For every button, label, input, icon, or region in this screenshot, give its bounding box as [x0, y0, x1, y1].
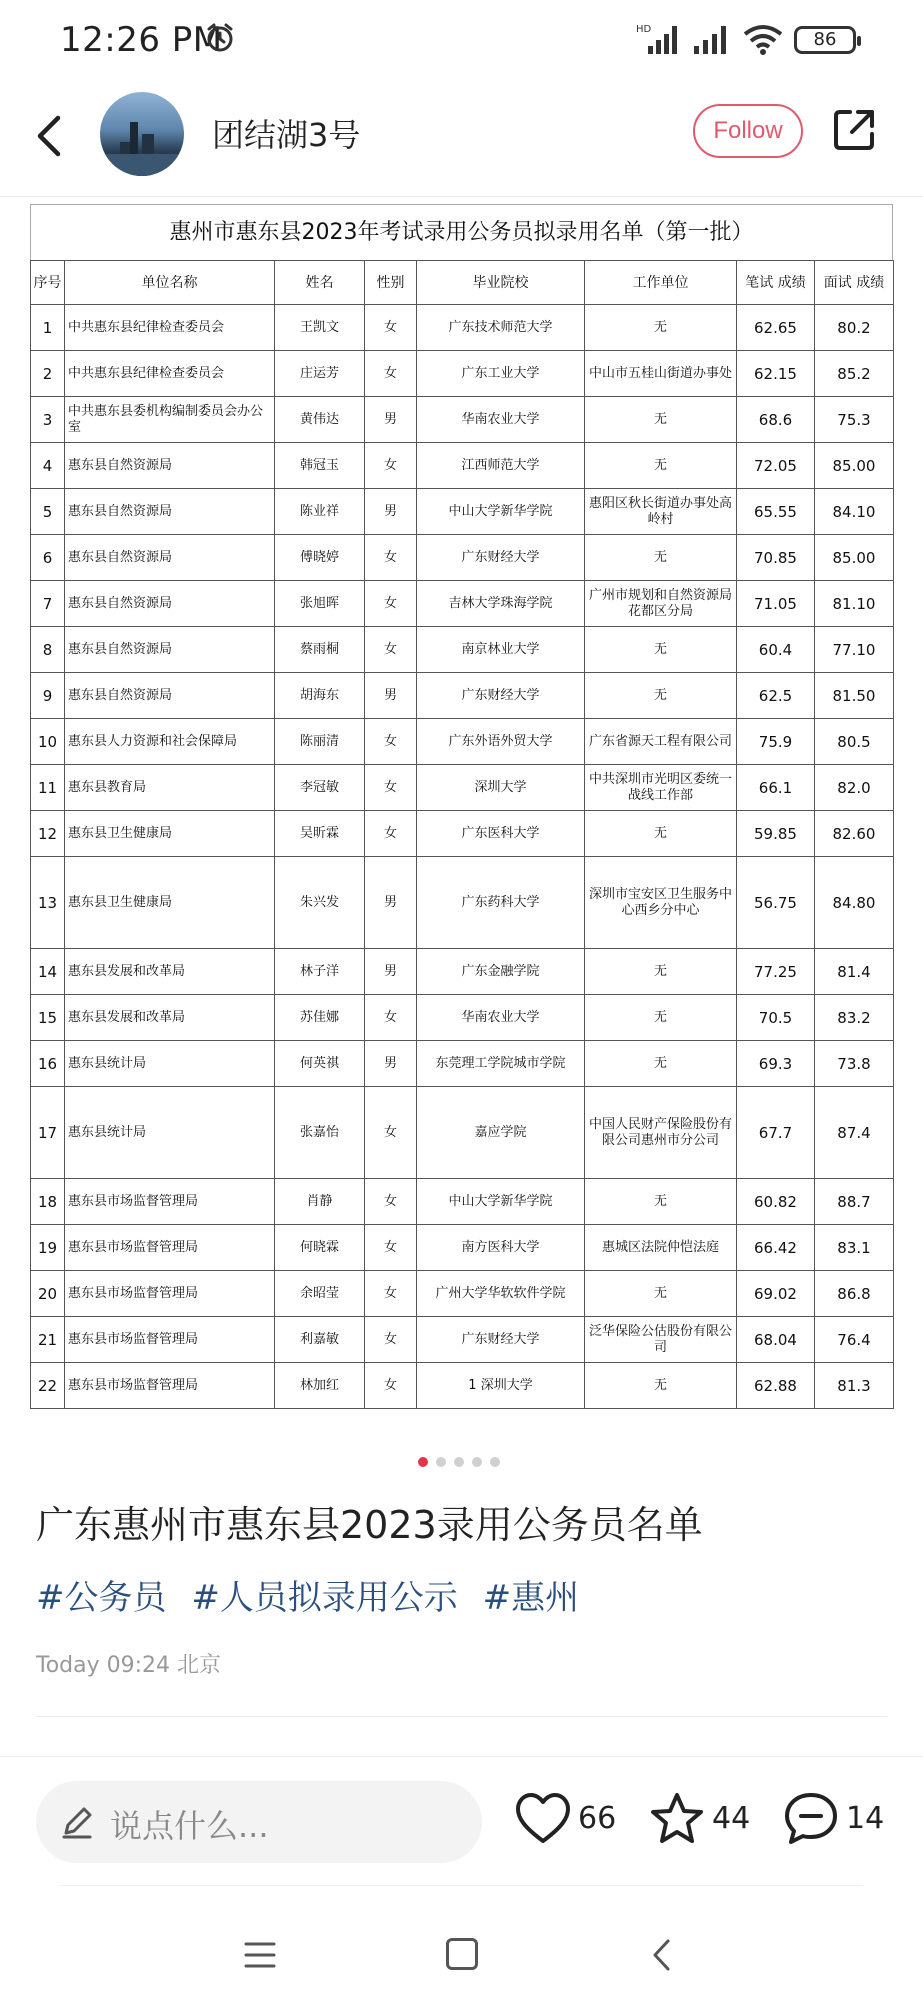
table-cell: 无 [585, 397, 737, 443]
network-type: HD [636, 24, 652, 35]
column-header: 序号 [31, 261, 65, 305]
table-cell: 江西师范大学 [417, 443, 585, 489]
table-cell: 67.7 [737, 1087, 815, 1179]
divider [36, 1716, 887, 1717]
table-cell: 胡海东 [275, 673, 365, 719]
table-cell: 65.55 [737, 489, 815, 535]
table-cell: 中国人民财产保险股份有限公司惠州市分公司 [585, 1087, 737, 1179]
table-row [31, 673, 894, 719]
table-cell: 无 [585, 305, 737, 351]
table-cell: 1 深圳大学 [417, 1363, 585, 1409]
comment-input[interactable] [36, 1781, 482, 1863]
table-cell: 无 [585, 995, 737, 1041]
wifi-icon [742, 22, 784, 56]
tag-link[interactable]: #公务员 [36, 1578, 167, 1618]
table-cell: 22 [31, 1363, 65, 1409]
table-cell: 惠东县市场监督管理局 [65, 1179, 275, 1225]
table-cell: 59.85 [737, 811, 815, 857]
table-cell: 81.10 [815, 581, 894, 627]
post-meta: Today 09:24 北京 [36, 1653, 222, 1678]
table-cell: 男 [365, 489, 417, 535]
table-cell: 7 [31, 581, 65, 627]
table-cell: 60.82 [737, 1179, 815, 1225]
table-cell: 惠东县自然资源局 [65, 627, 275, 673]
table-cell: 84.80 [815, 857, 894, 949]
table-cell: 惠城区法院仲恺法庭 [585, 1225, 737, 1271]
table-cell: 70.5 [737, 995, 815, 1041]
table-cell: 女 [365, 719, 417, 765]
table-cell: 余昭莹 [275, 1271, 365, 1317]
table-cell: 惠东县发展和改革局 [65, 995, 275, 1041]
table-cell: 68.04 [737, 1317, 815, 1363]
pen-icon [58, 1803, 96, 1841]
table-cell: 82.0 [815, 765, 894, 811]
tag-link[interactable]: #惠州 [482, 1578, 580, 1618]
table-cell: 62.88 [737, 1363, 815, 1409]
column-header: 姓名 [275, 261, 365, 305]
table-cell: 广东财经大学 [417, 673, 585, 719]
table-cell: 泛华保险公估股份有限公司 [585, 1317, 737, 1363]
system-nav-bar [0, 1900, 923, 2000]
table-cell: 男 [365, 949, 417, 995]
table-cell: 女 [365, 1363, 417, 1409]
table-cell: 8 [31, 627, 65, 673]
table-cell: 73.8 [815, 1041, 894, 1087]
table-cell: 惠东县市场监督管理局 [65, 1225, 275, 1271]
table-row [31, 397, 894, 443]
table-cell: 77.10 [815, 627, 894, 673]
table-cell: 70.85 [737, 535, 815, 581]
table-cell: 女 [365, 443, 417, 489]
table-cell: 无 [585, 1271, 737, 1317]
table-cell: 无 [585, 1041, 737, 1087]
table-cell: 85.00 [815, 535, 894, 581]
back-icon[interactable] [28, 106, 72, 166]
recruitment-table [30, 260, 894, 1409]
comment-button[interactable] [782, 1791, 885, 1851]
table-cell: 林加红 [275, 1363, 365, 1409]
table-cell: 86.8 [815, 1271, 894, 1317]
pager-dot [490, 1457, 500, 1467]
menu-icon[interactable] [244, 1940, 276, 1970]
table-cell: 东莞理工学院城市学院 [417, 1041, 585, 1087]
pager-dot [418, 1457, 428, 1467]
table-cell: 女 [365, 995, 417, 1041]
table-cell: 56.75 [737, 857, 815, 949]
avatar[interactable] [100, 92, 184, 176]
table-cell: 陈业祥 [275, 489, 365, 535]
table-cell: 5 [31, 489, 65, 535]
table-row [31, 1317, 894, 1363]
table-cell: 李冠敏 [275, 765, 365, 811]
table-row [31, 443, 894, 489]
table-cell: 惠东县自然资源局 [65, 443, 275, 489]
table-cell: 惠东县自然资源局 [65, 581, 275, 627]
table-cell: 陈丽清 [275, 719, 365, 765]
table-row [31, 535, 894, 581]
table-cell: 无 [585, 627, 737, 673]
table-cell: 广州市规划和自然资源局花都区分局 [585, 581, 737, 627]
table-cell: 女 [365, 811, 417, 857]
tag-list [36, 1570, 593, 1619]
post-title: 广东惠州市惠东县2023录用公务员名单 [36, 1503, 703, 1547]
table-cell: 2 [31, 351, 65, 397]
table-cell: 62.5 [737, 673, 815, 719]
table-cell: 利嘉敏 [275, 1317, 365, 1363]
table-cell: 深圳市宝安区卫生服务中心西乡分中心 [585, 857, 737, 949]
divider [0, 196, 923, 197]
table-cell: 深圳大学 [417, 765, 585, 811]
table-row [31, 1225, 894, 1271]
table-row [31, 857, 894, 949]
table-cell: 惠东县市场监督管理局 [65, 1271, 275, 1317]
comment-count: 14 [846, 1801, 885, 1836]
table-cell: 中共惠东县纪律检查委员会 [65, 305, 275, 351]
table-cell: 女 [365, 1225, 417, 1271]
comment-icon [782, 1791, 840, 1847]
table-cell: 81.3 [815, 1363, 894, 1409]
table-cell: 69.02 [737, 1271, 815, 1317]
table-cell: 张旭晖 [275, 581, 365, 627]
table-cell: 黄伟达 [275, 397, 365, 443]
table-cell: 广东财经大学 [417, 1317, 585, 1363]
table-row [31, 1271, 894, 1317]
table-cell: 中共深圳市光明区委统一战线工作部 [585, 765, 737, 811]
divider [60, 1885, 863, 1886]
table-row [31, 1363, 894, 1409]
column-header: 单位名称 [65, 261, 275, 305]
table-cell: 华南农业大学 [417, 995, 585, 1041]
table-cell: 广东工业大学 [417, 351, 585, 397]
table-cell: 广东财经大学 [417, 535, 585, 581]
table-cell: 男 [365, 673, 417, 719]
table-cell: 何晓霖 [275, 1225, 365, 1271]
table-cell: 惠东县市场监督管理局 [65, 1317, 275, 1363]
table-cell: 广东金融学院 [417, 949, 585, 995]
author-name[interactable]: 团结湖3号 [212, 116, 361, 154]
table-row [31, 581, 894, 627]
table-cell: 62.65 [737, 305, 815, 351]
table-cell: 69.3 [737, 1041, 815, 1087]
table-cell: 中山大学新华学院 [417, 1179, 585, 1225]
status-time: 12:26 PM [60, 20, 223, 60]
star-count: 44 [712, 1801, 751, 1836]
like-button[interactable] [514, 1791, 617, 1851]
column-header: 毕业院校 [417, 261, 585, 305]
table-cell: 中共惠东县纪律检查委员会 [65, 351, 275, 397]
table-row [31, 995, 894, 1041]
table-cell: 3 [31, 397, 65, 443]
table-cell: 88.7 [815, 1179, 894, 1225]
table-cell: 无 [585, 1179, 737, 1225]
table-cell: 王凯文 [275, 305, 365, 351]
table-cell: 60.4 [737, 627, 815, 673]
table-cell: 75.9 [737, 719, 815, 765]
image-pager [418, 1452, 508, 1464]
table-row [31, 351, 894, 397]
table-cell: 80.2 [815, 305, 894, 351]
table-cell: 女 [365, 535, 417, 581]
table-cell: 82.60 [815, 811, 894, 857]
table-cell: 4 [31, 443, 65, 489]
column-header: 工作单位 [585, 261, 737, 305]
table-cell: 14 [31, 949, 65, 995]
top-nav [0, 80, 923, 200]
table-cell: 85.2 [815, 351, 894, 397]
table-cell: 惠阳区秋长街道办事处高岭村 [585, 489, 737, 535]
table-cell: 20 [31, 1271, 65, 1317]
table-cell: 16 [31, 1041, 65, 1087]
table-cell: 无 [585, 535, 737, 581]
table-cell: 1 [31, 305, 65, 351]
table-cell: 19 [31, 1225, 65, 1271]
table-cell: 无 [585, 673, 737, 719]
table-cell: 6 [31, 535, 65, 581]
table-cell: 中山大学新华学院 [417, 489, 585, 535]
status-bar [0, 0, 923, 80]
table-cell: 无 [585, 443, 737, 489]
table-cell: 吉林大学珠海学院 [417, 581, 585, 627]
table-cell: 12 [31, 811, 65, 857]
home-icon[interactable] [446, 1938, 478, 1970]
table-cell: 85.00 [815, 443, 894, 489]
table-cell: 女 [365, 1087, 417, 1179]
table-cell: 男 [365, 857, 417, 949]
table-cell: 83.1 [815, 1225, 894, 1271]
signal-icon [692, 22, 734, 56]
table-cell: 广州大学华软软件学院 [417, 1271, 585, 1317]
tag-link[interactable]: #人员拟录用公示 [191, 1578, 458, 1618]
table-cell: 无 [585, 811, 737, 857]
table-cell: 80.5 [815, 719, 894, 765]
table-cell: 77.25 [737, 949, 815, 995]
table-row [31, 1041, 894, 1087]
table-cell: 蔡雨桐 [275, 627, 365, 673]
heart-icon [514, 1791, 572, 1847]
table-cell: 华南农业大学 [417, 397, 585, 443]
table-cell: 71.05 [737, 581, 815, 627]
column-header: 笔试 成绩 [737, 261, 815, 305]
table-cell: 惠东县人力资源和社会保障局 [65, 719, 275, 765]
table-cell: 21 [31, 1317, 65, 1363]
table-cell: 87.4 [815, 1087, 894, 1179]
battery-indicator: 86 [794, 26, 856, 54]
table-cell: 10 [31, 719, 65, 765]
table-cell: 女 [365, 1179, 417, 1225]
pager-dot [472, 1457, 482, 1467]
table-cell: 广东省源天工程有限公司 [585, 719, 737, 765]
table-cell: 女 [365, 765, 417, 811]
table-cell: 11 [31, 765, 65, 811]
star-icon [648, 1791, 706, 1847]
table-cell: 女 [365, 351, 417, 397]
table-row [31, 627, 894, 673]
table-cell: 76.4 [815, 1317, 894, 1363]
table-row [31, 489, 894, 535]
table-cell: 惠东县卫生健康局 [65, 811, 275, 857]
table-row [31, 811, 894, 857]
table-cell: 81.50 [815, 673, 894, 719]
table-cell: 女 [365, 305, 417, 351]
table-cell: 68.6 [737, 397, 815, 443]
table-cell: 女 [365, 1317, 417, 1363]
pager-dot [436, 1457, 446, 1467]
table-cell: 嘉应学院 [417, 1087, 585, 1179]
document-title: 惠州市惠东县2023年考试录用公务员拟录用名单（第一批） [30, 204, 893, 260]
table-row [31, 719, 894, 765]
table-cell: 惠东县统计局 [65, 1041, 275, 1087]
table-cell: 惠东县卫生健康局 [65, 857, 275, 949]
table-cell: 81.4 [815, 949, 894, 995]
table-cell: 66.42 [737, 1225, 815, 1271]
table-cell: 南京林业大学 [417, 627, 585, 673]
table-cell: 惠东县统计局 [65, 1087, 275, 1179]
table-row [31, 949, 894, 995]
pager-dot [454, 1457, 464, 1467]
table-cell: 惠东县自然资源局 [65, 489, 275, 535]
table-cell: 韩冠玉 [275, 443, 365, 489]
post-image-table[interactable] [30, 204, 893, 1408]
table-cell: 苏佳娜 [275, 995, 365, 1041]
comment-placeholder: 说点什么... [110, 1807, 269, 1845]
table-cell: 62.15 [737, 351, 815, 397]
back-icon[interactable] [650, 1938, 674, 1972]
like-count: 66 [578, 1801, 617, 1836]
table-cell: 66.1 [737, 765, 815, 811]
table-row [31, 765, 894, 811]
table-cell: 惠东县教育局 [65, 765, 275, 811]
table-cell: 72.05 [737, 443, 815, 489]
table-cell: 中山市五桂山街道办事处 [585, 351, 737, 397]
column-header: 面试 成绩 [815, 261, 894, 305]
table-cell: 广东外语外贸大学 [417, 719, 585, 765]
table-cell: 广东医科大学 [417, 811, 585, 857]
table-cell: 15 [31, 995, 65, 1041]
table-cell: 傅晓婷 [275, 535, 365, 581]
table-cell: 17 [31, 1087, 65, 1179]
table-row [31, 1179, 894, 1225]
column-header: 性别 [365, 261, 417, 305]
table-cell: 张嘉怡 [275, 1087, 365, 1179]
table-cell: 南方医科大学 [417, 1225, 585, 1271]
table-cell: 无 [585, 1363, 737, 1409]
table-cell: 吴昕霖 [275, 811, 365, 857]
table-cell: 广东药科大学 [417, 857, 585, 949]
table-cell: 75.3 [815, 397, 894, 443]
share-icon[interactable] [830, 106, 878, 154]
table-cell: 女 [365, 581, 417, 627]
table-cell: 中共惠东县委机构编制委员会办公室 [65, 397, 275, 443]
table-cell: 何英祺 [275, 1041, 365, 1087]
table-cell: 女 [365, 1271, 417, 1317]
table-row [31, 305, 894, 351]
table-cell: 庄运芳 [275, 351, 365, 397]
table-cell: 13 [31, 857, 65, 949]
table-cell: 惠东县自然资源局 [65, 535, 275, 581]
table-cell: 惠东县市场监督管理局 [65, 1363, 275, 1409]
table-cell: 18 [31, 1179, 65, 1225]
table-cell: 83.2 [815, 995, 894, 1041]
table-cell: 惠东县自然资源局 [65, 673, 275, 719]
alarm-icon [204, 22, 236, 54]
table-cell: 无 [585, 949, 737, 995]
table-cell: 84.10 [815, 489, 894, 535]
table-cell: 广东技术师范大学 [417, 305, 585, 351]
table-cell: 女 [365, 627, 417, 673]
table-cell: 9 [31, 673, 65, 719]
table-cell: 肖静 [275, 1179, 365, 1225]
signal-icon [636, 22, 682, 56]
table-cell: 男 [365, 397, 417, 443]
follow-button[interactable]: Follow [693, 104, 803, 158]
table-cell: 林子洋 [275, 949, 365, 995]
table-row [31, 1087, 894, 1179]
table-cell: 男 [365, 1041, 417, 1087]
star-button[interactable] [648, 1791, 751, 1851]
action-bar [0, 1756, 923, 1876]
table-cell: 惠东县发展和改革局 [65, 949, 275, 995]
table-cell: 朱兴发 [275, 857, 365, 949]
